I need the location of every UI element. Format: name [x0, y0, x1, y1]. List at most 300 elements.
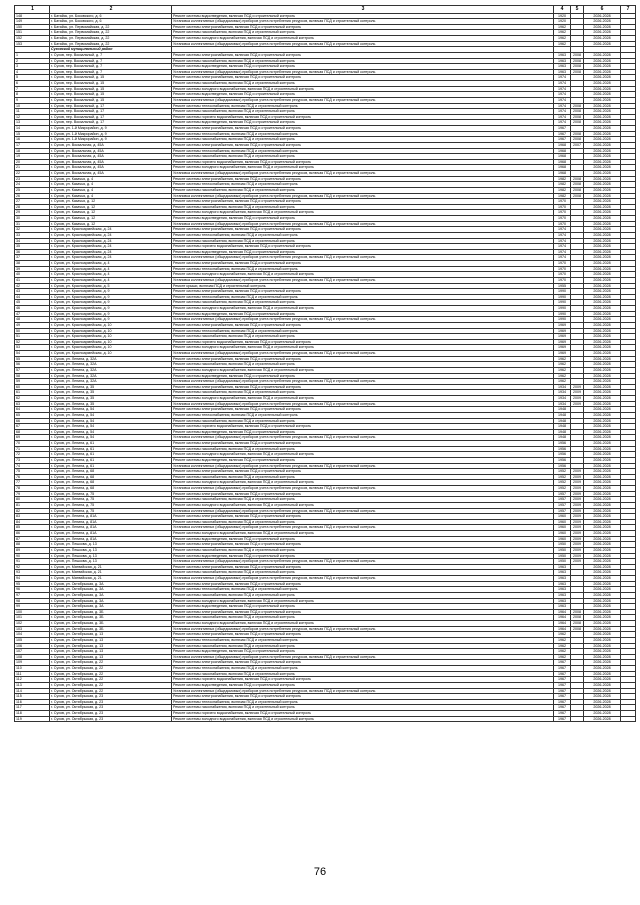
- table-cell: 1967: [554, 137, 571, 143]
- table-cell: 40: [15, 272, 50, 278]
- table-cell: г. Сухов, ул. Ленина, д. 54: [50, 424, 172, 430]
- table-cell: 1968: [554, 142, 571, 148]
- table-cell: 1963: [554, 69, 571, 75]
- table-cell: 17: [15, 142, 50, 148]
- table-cell: 101: [15, 615, 50, 621]
- table-cell: 20: [15, 159, 50, 165]
- table-cell: Ремонт системы электроснабжения, включая ПСД и строительный контроль: [172, 491, 554, 497]
- table-cell: 2026-2028: [584, 165, 621, 171]
- table-cell: Ремонт системы водоотведения, включая ПСД и строительный контроль: [172, 457, 554, 463]
- table-cell: 113: [15, 682, 50, 688]
- table-cell: 2026-2028: [584, 30, 621, 36]
- table-cell: 1962: [554, 356, 571, 362]
- table-cell: г. Сухов, ул. Ленина, д. 54: [50, 418, 172, 424]
- table-cell: 2026-2028: [584, 300, 621, 306]
- table-cell: г. Сухов, ул. 1-й Микрорайон, д. 9: [50, 126, 172, 132]
- table-cell: 68: [15, 429, 50, 435]
- table-cell: 1962: [554, 367, 571, 373]
- table-cell: 2026-2028: [584, 688, 621, 694]
- table-cell: г. Сухов, ул. Октябрьская, д. 13: [50, 649, 172, 655]
- table-cell: Ремонт системы холодного водоснабжения, включая ПСД и строительный контроль: [172, 345, 554, 351]
- table-cell: Ремонт системы водоотведения, включая ПСД и строительный контроль: [172, 92, 554, 98]
- table-cell: 2026-2028: [584, 345, 621, 351]
- table-cell: Установка коллективных (общедомовых) приборов учета потребления ресурсов, включая ПСД и строительный контроль: [172, 69, 554, 75]
- table-cell: 2009: [571, 508, 584, 514]
- table-cell: 2009: [571, 502, 584, 508]
- table-cell: 1964: [554, 615, 571, 621]
- table-cell: 1967: [554, 705, 571, 711]
- table-cell: 2026-2028: [584, 311, 621, 317]
- table-cell: 2026-2028: [584, 531, 621, 537]
- table-cell: 1962: [554, 362, 571, 368]
- table-cell: 2026-2028: [584, 103, 621, 109]
- table-cell: 1974: [554, 255, 571, 261]
- table-cell: Ремонт системы электроснабжения, включая ПСД и строительный контроль: [172, 542, 554, 548]
- table-cell: г. Сухов, пер. Вокзальный, д. 15: [50, 86, 172, 92]
- table-cell: Ремонт системы водоотведения, включая ПСД и строительный контроль: [172, 249, 554, 255]
- table-cell: Ремонт системы горячего водоснабжения, включая ПСД и строительный контроль: [172, 339, 554, 345]
- table-cell: 2026-2028: [584, 334, 621, 340]
- table-cell: 1970: [554, 272, 571, 278]
- table-cell: 2008: [571, 193, 584, 199]
- table-cell: 19: [15, 154, 50, 160]
- table-cell: 98: [15, 598, 50, 604]
- table-cell: 1963: [554, 576, 571, 582]
- table-cell: 46: [15, 306, 50, 312]
- table-cell: 63: [15, 401, 50, 407]
- table-cell: 2026-2028: [584, 491, 621, 497]
- table-cell: Ремонт системы холодного водоснабжения, включая ПСД и строительный контроль: [172, 165, 554, 171]
- table-cell: 2026-2028: [584, 221, 621, 227]
- table-cell: 1952: [554, 480, 571, 486]
- table-cell: 1920: [554, 19, 571, 25]
- table-cell: 1950: [554, 553, 571, 559]
- table-cell: Установка коллективных (общедомовых) приборов учета потребления ресурсов, включая ПСД и строительный контроль: [172, 435, 554, 441]
- table-cell: г. Сухов, пер. Вокзальный, д. 15: [50, 92, 172, 98]
- table-cell: 1967: [554, 671, 571, 677]
- table-cell: 2026-2028: [584, 671, 621, 677]
- table-cell: Ремонт системы водоотведения, включая ПСД и строительный контроль: [172, 373, 554, 379]
- table-cell: 2026-2028: [584, 92, 621, 98]
- table-cell: 62: [15, 396, 50, 402]
- table-cell: 2008: [571, 609, 584, 615]
- table-cell: г. Сухов, ул. Ленина, д. 54: [50, 435, 172, 441]
- table-cell: Ремонт системы электроснабжения, включая ПСД и строительный контроль: [172, 75, 554, 81]
- table-cell: 1962: [554, 41, 571, 47]
- table-cell: 1963: [554, 58, 571, 64]
- table-cell: 2026-2028: [584, 621, 621, 627]
- table-cell: Ремонт системы электроснабжения, включая ПСД и строительный контроль: [172, 581, 554, 587]
- table-cell: 2026-2028: [584, 418, 621, 424]
- table-cell: Ремонт системы теплоснабжения, включая ПСД и строительный контроль: [172, 587, 554, 593]
- table-cell: 2008: [571, 120, 584, 126]
- table-cell: 1955: [554, 283, 571, 289]
- table-cell: Установка коллективных (общедомовых) приборов учета потребления ресурсов, включая ПСД и строительный контроль: [172, 19, 554, 25]
- table-cell: 89: [15, 547, 50, 553]
- table-cell: Ремонт системы газоснабжения, включая ПСД и строительный контроль: [172, 705, 554, 711]
- table-cell: 88: [15, 542, 50, 548]
- table-cell: Установка коллективных (общедомовых) приборов учета потребления ресурсов, включая ПСД и строительный контроль: [172, 508, 554, 514]
- table-cell: г. Сухов, ул. Матвийская, д. 21: [50, 564, 172, 570]
- table-cell: 2026-2028: [584, 581, 621, 587]
- table-cell: 6: [15, 81, 50, 87]
- table-cell: 1990: [554, 289, 571, 295]
- table-cell: 99: [15, 604, 50, 610]
- table-cell: 1968: [554, 165, 571, 171]
- table-cell: г. Сухов, ул. Октябрьская, д. 23: [50, 716, 172, 722]
- table-cell: 2026-2028: [584, 429, 621, 435]
- table-cell: г. Сухов, ул. Красноармейская, д. 9: [50, 289, 172, 295]
- table-cell: 43: [15, 289, 50, 295]
- table-cell: Ремонт системы теплоснабжения, включая ПСД и строительный контроль: [172, 182, 554, 188]
- table-cell: 1967: [554, 677, 571, 683]
- table-cell: 1956: [554, 463, 571, 469]
- table-cell: 2009: [571, 486, 584, 492]
- table-cell: 2026-2028: [584, 384, 621, 390]
- table-cell: 2026-2028: [584, 261, 621, 267]
- table-cell: г. Сухов, ул. Красноармейская, д. 5: [50, 283, 172, 289]
- table-cell: 1960: [554, 519, 571, 525]
- table-cell: 2009: [571, 390, 584, 396]
- table-cell: 72: [15, 452, 50, 458]
- table-cell: г. Сухов, ул. Октябрьская, д. 22: [50, 671, 172, 677]
- table-cell: Установка коллективных (общедомовых) приборов учета потребления ресурсов, включая ПСД и строительный контроль: [172, 654, 554, 660]
- table-cell: г. Сухов, ул. Вокзальная, д. 45А: [50, 171, 172, 177]
- table-cell: 97: [15, 592, 50, 598]
- table-cell: 2026-2028: [584, 193, 621, 199]
- table-cell: Ремонт системы теплоснабжения, включая ПСД и строительный контроль: [172, 328, 554, 334]
- table-cell: г. Сухов, ул. Красноармейская, д. 24: [50, 238, 172, 244]
- table-cell: 10: [15, 103, 50, 109]
- table-cell: г. Сухов, пер. Вокзальный, д. 17: [50, 103, 172, 109]
- table-cell: 1934: [554, 384, 571, 390]
- table-cell: 1960: [554, 536, 571, 542]
- table-cell: 2026-2028: [584, 694, 621, 700]
- table-cell: 152: [15, 36, 50, 42]
- table-cell: 1957: [554, 508, 571, 514]
- table-cell: 2026-2028: [584, 412, 621, 418]
- table-cell: 1952: [554, 474, 571, 480]
- table-cell: 26: [15, 193, 50, 199]
- table-cell: Ремонт системы электроснабжения, включая ПСД и строительный контроль: [172, 609, 554, 615]
- table-cell: 2026-2028: [584, 441, 621, 447]
- table-cell: Ремонт системы электроснабжения, включая ПСД и строительный контроль: [172, 564, 554, 570]
- table-cell: Ремонт системы газоснабжения, включая ПСД и строительный контроль: [172, 418, 554, 424]
- table-cell: 1974: [554, 120, 571, 126]
- table-cell: 22: [15, 171, 50, 177]
- table-cell: Ремонт системы газоснабжения, включая ПСД и строительный контроль: [172, 238, 554, 244]
- table-cell: г. Сухов, ул. Красноармейская, д. 9: [50, 294, 172, 300]
- table-cell: 74: [15, 463, 50, 469]
- table-cell: г. Сухов, ул. Пешкова, д. 13: [50, 542, 172, 548]
- table-cell: 2008: [571, 109, 584, 115]
- table-cell: Ремонт системы холодного водоснабжения, включая ПСД и строительный контроль: [172, 452, 554, 458]
- table-cell: [621, 716, 636, 722]
- table-cell: 149: [15, 19, 50, 25]
- table-cell: 2026-2028: [584, 469, 621, 475]
- table-cell: 85: [15, 525, 50, 531]
- table-cell: 2026-2028: [584, 705, 621, 711]
- table-cell: 32: [15, 227, 50, 233]
- table-cell: г. Сухов, ул. Казачья, д. 12: [50, 221, 172, 227]
- table-cell: 2026-2028: [584, 547, 621, 553]
- table-cell: 100: [15, 609, 50, 615]
- table-cell: Ремонт системы холодного водоснабжения, включая ПСД и строительный контроль: [172, 367, 554, 373]
- table-cell: 2026-2028: [584, 81, 621, 87]
- table-cell: 2026-2028: [584, 716, 621, 722]
- table-cell: 111: [15, 671, 50, 677]
- table-cell: Ремонт системы электроснабжения, включая ПСД и строительный контроль: [172, 469, 554, 475]
- table-cell: Ремонт системы холодного водоснабжения, включая ПСД и строительный контроль: [172, 36, 554, 42]
- table-cell: Ремонт системы газоснабжения, включая ПСД и строительный контроль: [172, 154, 554, 160]
- table-cell: г. Сухов, ул. Красноармейская, д. 24: [50, 232, 172, 238]
- table-cell: Ремонт системы холодного водоснабжения, включая ПСД и строительный контроль: [172, 621, 554, 627]
- table-cell: г. Сухов, ул. Октябрьская, д. 13: [50, 654, 172, 660]
- table-cell: 71: [15, 446, 50, 452]
- table-cell: г. Сухов, ул. Красноармейская, д. 4: [50, 277, 172, 283]
- table-cell: Ремонт системы холодного водоснабжения, включая ПСД и строительный контроль: [172, 86, 554, 92]
- table-cell: 2009: [571, 559, 584, 565]
- table-cell: г. Сухов, ул. Вокзальная, д. 45А: [50, 154, 172, 160]
- table-cell: 1968: [554, 154, 571, 160]
- table-cell: Установка коллективных (общедомовых) приборов учета потребления ресурсов, включая ПСД и строительный контроль: [172, 277, 554, 283]
- table-cell: Ремонт системы горячего водоснабжения, включая ПСД и строительный контроль: [172, 244, 554, 250]
- table-cell: 1950: [554, 547, 571, 553]
- table-cell: 2026-2028: [584, 592, 621, 598]
- table-cell: 41: [15, 277, 50, 283]
- table-cell: 2026-2028: [584, 249, 621, 255]
- table-cell: г. Сухов, ул. 1-й Микрорайон, д. 9: [50, 137, 172, 143]
- table-cell: г. Сухов, ул. Вокзальная, д. 45А: [50, 148, 172, 154]
- table-cell: г. Сухов, ул. Красноармейская, д. 4: [50, 266, 172, 272]
- table-cell: 2026-2028: [584, 13, 621, 19]
- table-cell: 105: [15, 637, 50, 643]
- column-header: 4: [554, 6, 571, 14]
- table-cell: Ремонт системы газоснабжения, включая ПСД и строительный контроль: [172, 300, 554, 306]
- table-cell: 1948: [554, 418, 571, 424]
- table-cell: 2026-2028: [584, 64, 621, 70]
- table-cell: 2026-2028: [584, 424, 621, 430]
- table-cell: 86: [15, 531, 50, 537]
- table-cell: Ремонт системы холодного водоснабжения, включая ПСД и строительный контроль: [172, 272, 554, 278]
- table-cell: 2026-2028: [584, 367, 621, 373]
- table-cell: Ремонт системы горячего водоснабжения, включая ПСД и строительный контроль: [172, 424, 554, 430]
- table-cell: Установка коллективных (общедомовых) приборов учета потребления ресурсов, включая ПСД и строительный контроль: [172, 688, 554, 694]
- table-cell: 2009: [571, 396, 584, 402]
- table-cell: 51: [15, 334, 50, 340]
- table-cell: 67: [15, 424, 50, 430]
- table-cell: Ремонт системы газоснабжения, включая ПСД и строительный контроль: [172, 497, 554, 503]
- table-cell: 1968: [554, 159, 571, 165]
- table-cell: 1934: [554, 396, 571, 402]
- table-cell: 2026-2028: [584, 289, 621, 295]
- table-cell: г. Сухов, ул. Красноармейская, д. 10: [50, 334, 172, 340]
- table-cell: 2026-2028: [584, 446, 621, 452]
- table-cell: 31: [15, 221, 50, 227]
- table-cell: 2008: [571, 131, 584, 137]
- table-cell: 52: [15, 339, 50, 345]
- table-cell: 1: [15, 52, 50, 58]
- table-cell: 91: [15, 559, 50, 565]
- table-cell: 2026-2028: [584, 536, 621, 542]
- table-cell: 2026-2028: [584, 609, 621, 615]
- table-cell: 2026-2028: [584, 114, 621, 120]
- table-cell: 16: [15, 137, 50, 143]
- table-cell: 2026-2028: [584, 474, 621, 480]
- table-cell: г. Сухов, ул. Ленина, д. 81А: [50, 525, 172, 531]
- table-cell: г. Сухов, ул. Октябрьская, д. 22: [50, 660, 172, 666]
- table-cell: 60: [15, 384, 50, 390]
- table-cell: г. Сухов, ул. Матвийская, д. 21: [50, 576, 172, 582]
- table-cell: 1948: [554, 424, 571, 430]
- table-cell: г. Сухов, ул. Красноармейская, д. 10: [50, 328, 172, 334]
- table-cell: Ремонт системы газоснабжения, включая ПСД и строительный контроль: [172, 58, 554, 64]
- table-cell: 2026-2028: [584, 109, 621, 115]
- table-cell: 116: [15, 699, 50, 705]
- table-cell: 1967: [554, 688, 571, 694]
- capital-repair-table-page: [14, 5, 630, 722]
- table-cell: 27: [15, 199, 50, 205]
- table-cell: Ремонт системы электроснабжения, включая ПСД и строительный контроль: [172, 356, 554, 362]
- table-cell: г. Сухов, ул. Казачья, д. 12: [50, 199, 172, 205]
- table-cell: 2026-2028: [584, 666, 621, 672]
- table-cell: 2026-2028: [584, 19, 621, 25]
- table-cell: Ремонт системы электроснабжения, включая ПСД и строительный контроль: [172, 261, 554, 267]
- table-cell: 1963: [554, 64, 571, 70]
- table-cell: Ремонт системы газоснабжения, включая ПСД и строительный контроль: [172, 474, 554, 480]
- table-cell: 2026-2028: [584, 159, 621, 165]
- table-cell: г. Сухов, ул. Красноармейская, д. 9: [50, 306, 172, 312]
- table-cell: 36: [15, 249, 50, 255]
- table-cell: 1974: [554, 114, 571, 120]
- table-cell: г. Сухов, ул. Ленина, д. 68: [50, 469, 172, 475]
- table-cell: Ремонт системы электроснабжения, включая ПСД и строительный контроль: [172, 227, 554, 233]
- table-cell: г. Сухов, пер. Вокзальный, д. 7: [50, 52, 172, 58]
- table-cell: 8: [15, 92, 50, 98]
- table-cell: 29: [15, 210, 50, 216]
- table-cell: 2026-2028: [584, 401, 621, 407]
- table-cell: 15: [15, 131, 50, 137]
- table-cell: 1969: [554, 351, 571, 357]
- table-cell: г. Сухов, ул. Красноармейская, д. 10: [50, 339, 172, 345]
- table-cell: 2009: [571, 536, 584, 542]
- table-cell: 112: [15, 677, 50, 683]
- table-cell: 1962: [554, 24, 571, 30]
- table-cell: 2026-2028: [584, 339, 621, 345]
- table-cell: 59: [15, 379, 50, 385]
- table-cell: Ремонт системы газоснабжения, включая ПСД и строительный контроль: [172, 362, 554, 368]
- table-cell: 2008: [571, 58, 584, 64]
- table-cell: 1974: [554, 238, 571, 244]
- table-cell: 2009: [571, 531, 584, 537]
- table-cell: 2026-2028: [584, 317, 621, 323]
- table-cell: г. Батайск, ул. Первомайская, д. 22: [50, 30, 172, 36]
- table-cell: 66: [15, 418, 50, 424]
- table-cell: 45: [15, 300, 50, 306]
- table-cell: Ремонт системы холодного водоснабжения, включая ПСД и строительный контроль: [172, 306, 554, 312]
- table-cell: 2026-2028: [584, 171, 621, 177]
- table-cell: 2026-2028: [584, 649, 621, 655]
- table-body: [15, 6, 636, 722]
- table-cell: 4: [15, 69, 50, 75]
- table-cell: 2026-2028: [584, 148, 621, 154]
- table-cell: 1957: [554, 497, 571, 503]
- table-cell: 2026-2028: [584, 306, 621, 312]
- table-cell: г. Сухов, ул. Ленина, д. 32А: [50, 356, 172, 362]
- table-cell: 90: [15, 553, 50, 559]
- table-cell: Ремонт системы теплоснабжения, включая ПСД и строительный контроль: [172, 103, 554, 109]
- table-cell: 2026-2028: [584, 255, 621, 261]
- table-cell: г. Сухов, ул. Казачья, д. 4: [50, 182, 172, 188]
- table-cell: Установка коллективных (общедомовых) приборов учета потребления ресурсов, включая ПСД и строительный контроль: [172, 576, 554, 582]
- table-cell: Ремонт системы водоотведения, включая ПСД и строительный контроль: [172, 553, 554, 559]
- table-cell: Ремонт системы электроснабжения, включая ПСД и строительный контроль: [172, 407, 554, 413]
- table-cell: 2026-2028: [584, 351, 621, 357]
- column-header: 2: [50, 6, 172, 14]
- table-cell: 1956: [554, 452, 571, 458]
- table-cell: 11: [15, 109, 50, 115]
- table-cell: 1974: [554, 86, 571, 92]
- table-cell: 2008: [571, 69, 584, 75]
- table-cell: 1956: [554, 457, 571, 463]
- table-cell: 2026-2028: [584, 238, 621, 244]
- table-cell: Ремонт системы теплоснабжения, включая ПСД и строительный контроль: [172, 131, 554, 137]
- table-cell: 119: [15, 716, 50, 722]
- table-cell: 1970: [554, 277, 571, 283]
- table-cell: 1962: [554, 649, 571, 655]
- table-cell: г. Сухов, ул. Красноармейская, д. 24: [50, 244, 172, 250]
- table-cell: 2026-2028: [584, 24, 621, 30]
- table-cell: 2026-2028: [584, 626, 621, 632]
- table-cell: Ремонт системы теплоснабжения, включая ПСД и строительный контроль: [172, 294, 554, 300]
- table-cell: г. Сухов, ул. Ленина, д. 32А: [50, 362, 172, 368]
- table-cell: 2026-2028: [584, 232, 621, 238]
- table-cell: 2026-2028: [584, 216, 621, 222]
- table-cell: 1957: [554, 491, 571, 497]
- table-cell: 1970: [554, 210, 571, 216]
- table-cell: 23: [15, 176, 50, 182]
- table-cell: Ремонт системы электроснабжения, включая ПСД и строительный контроль: [172, 632, 554, 638]
- table-cell: г. Сухов, ул. Октябрьская, д. 22: [50, 688, 172, 694]
- table-cell: Ремонт системы газоснабжения, включая ПСД и строительный контроль: [172, 204, 554, 210]
- table-cell: Ремонт системы электроснабжения, включая ПСД и строительный контроль: [172, 322, 554, 328]
- table-cell: 2026-2028: [584, 58, 621, 64]
- table-cell: 2026-2028: [584, 480, 621, 486]
- table-cell: Ремонт системы горячего водоснабжения, включая ПСД и строительный контроль: [172, 677, 554, 683]
- table-cell: 1963: [554, 564, 571, 570]
- table-cell: 53: [15, 345, 50, 351]
- table-cell: 2026-2028: [584, 36, 621, 42]
- table-cell: Ремонт системы электроснабжения, включая ПСД и строительный контроль: [172, 660, 554, 666]
- table-cell: г. Сухов, ул. Красноармейская, д. 9: [50, 317, 172, 323]
- table-cell: 1920: [554, 13, 571, 19]
- table-cell: Ремонт системы теплоснабжения, включая ПСД и строительный контроль: [172, 666, 554, 672]
- table-cell: 2008: [571, 52, 584, 58]
- table-cell: 107: [15, 649, 50, 655]
- table-cell: Ремонт системы газоснабжения, включая ПСД и строительный контроль: [172, 570, 554, 576]
- table-cell: г. Сухов, ул. Октябрьская, д. 3Б: [50, 621, 172, 627]
- table-cell: 54: [15, 351, 50, 357]
- table-cell: 1962: [554, 637, 571, 643]
- table-cell: 2026-2028: [584, 142, 621, 148]
- table-cell: г. Сухов, пер. Вокзальный, д. 17: [50, 120, 172, 126]
- table-cell: Ремонт системы газоснабжения, включая ПСД и строительный контроль: [172, 643, 554, 649]
- table-cell: 1963: [554, 598, 571, 604]
- table-cell: 80: [15, 497, 50, 503]
- table-cell: 2009: [571, 547, 584, 553]
- table-cell: 2026-2028: [584, 187, 621, 193]
- table-cell: Ремонт системы водоотведения, включая ПСД и строительный контроль: [172, 604, 554, 610]
